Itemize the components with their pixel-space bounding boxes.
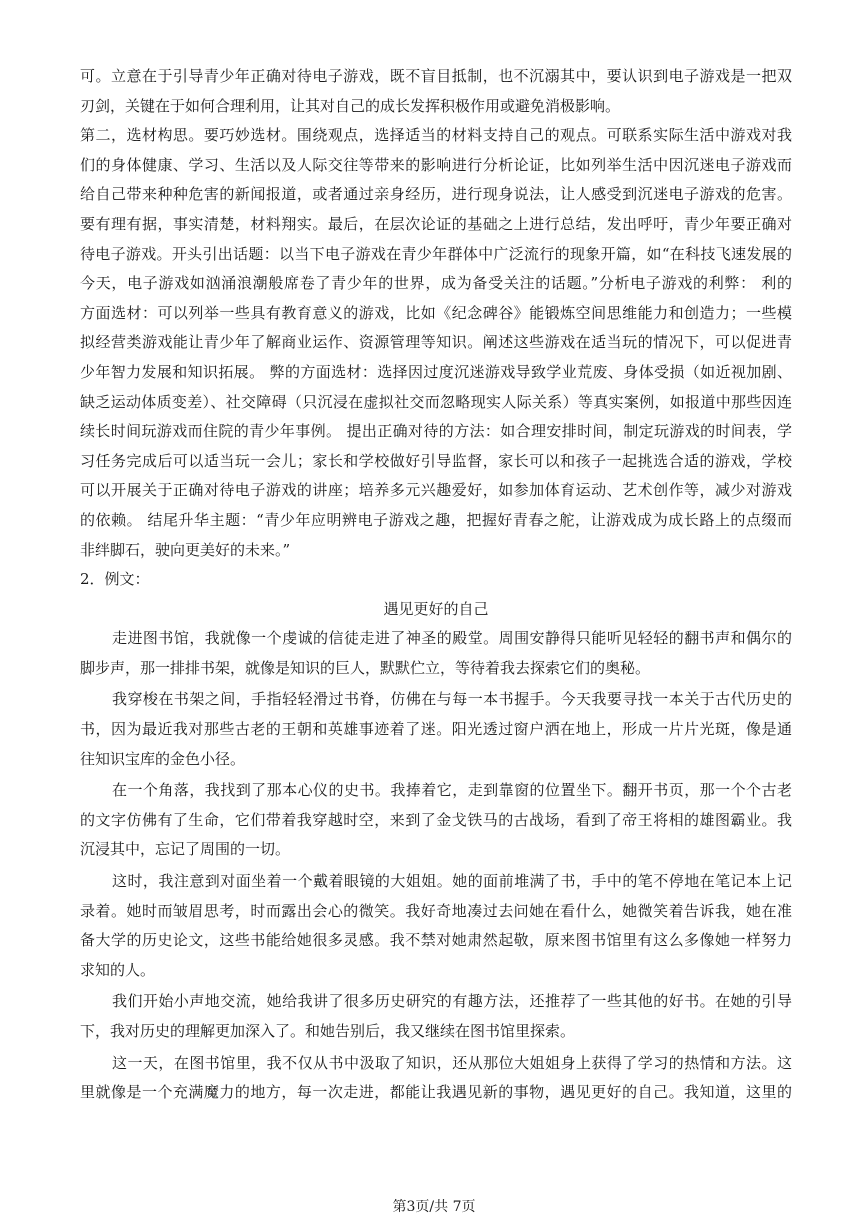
text-line: 的依赖。 结尾升华主题：“青少年应明辨电子游戏之趣，把握好青春之舵，让游戏成为成长路上的点缀而 — [80, 510, 792, 529]
text-line: 备大学的历史论文，这些书能给她很多灵感。我不禁对她肃然起敬，原来图书馆里有这么多像她一样努力 — [80, 931, 792, 950]
text-line: 书，因为最近我对那些古老的王朝和英雄事迹着了迷。阳光透过窗户洒在地上，形成一片片光斑，像是通 — [80, 720, 792, 739]
text-line: 非绊脚石，驶向更美好的未来。” — [80, 540, 291, 559]
text-line: 今天，电子游戏如汹涌浪潮般席卷了青少年的世界，成为备受关注的话题。”分析电子游戏的利弊： 利的 — [80, 274, 792, 293]
text-line: 习任务完成后可以适当玩一会儿；家长和学校做好引导监督，家长可以和孩子一起挑选合适的游戏，学校 — [80, 451, 792, 470]
analysis-intro — [80, 62, 792, 121]
text-line: 走进图书馆，我就像一个虔诚的信徒走进了神圣的殿堂。周围安静得只能听见轻轻的翻书声和偶尔的 — [112, 629, 792, 648]
document-page — [80, 62, 792, 1108]
text-line: 缺乏运动体质变差）、社交障碍（只沉浸在虚拟社交而忽略现实人际关系）等真实案例，如报道中那些因连 — [80, 392, 792, 411]
example-label: 2．例文： — [80, 570, 150, 589]
essay-paragraph — [80, 776, 792, 865]
text-line: 这一天，在图书馆里，我不仅从书中汲取了知识，还从那位大姐姐身上获得了学习的热情和方法。这 — [112, 1053, 792, 1072]
analysis-second-point — [80, 121, 792, 565]
text-line: 刃剑，关键在于如何合理利用，让其对自己的成长发挥积极作用或避免消极影响。 — [80, 96, 621, 115]
text-line: 我穿梭在书架之间，手指轻轻滑过书脊，仿佛在与每一本书握手。今天我要寻找一本关于古代历史的 — [112, 690, 792, 709]
text-line: 可以开展关于正确对待电子游戏的讲座；培养多元兴趣爱好，如参加体育运动、艺术创作等，减少对游戏 — [80, 481, 792, 500]
text-line: 可。立意在于引导青少年正确对待电子游戏，既不盲目抵制，也不沉溺其中，要认识到电子游戏是一把双 — [80, 67, 792, 85]
text-line: 录着。她时而皱眉思考，时而露出会心的微笑。我好奇地凑过去问她在看什么，她微笑着告诉我，她在准 — [80, 901, 792, 920]
text-line: 的文字仿佛有了生命，它们带着我穿越时空，来到了金戈铁马的古战场，看到了帝王将相的雄图霸业。我 — [80, 810, 792, 829]
text-line: 沉浸其中，忘记了周围的一切。 — [80, 840, 291, 859]
text-line: 在一个角落，我找到了那本心仪的史书。我捧着它，走到靠窗的位置坐下。翻开书页，那一个个古老 — [112, 781, 792, 800]
text-line: 续长时间玩游戏而住院的青少年事例。 提出正确对待的方法：如合理安排时间，制定玩游戏的时间表，学 — [80, 422, 792, 441]
text-line: 给自己带来种种危害的新闻报道，或者通过亲身经历，进行现身说法，让人感受到沉迷电子游戏的危害。 — [80, 185, 792, 204]
text-line: 里就像是一个充满魔力的地方，每一次走进，都能让我遇见新的事物，遇见更好的自己。我知道，这里的 — [80, 1083, 792, 1102]
text-line: 拟经营类游戏能让青少年了解商业运作、资源管理等知识。阐述这些游戏在适当玩的情况下，可以促进青 — [80, 333, 792, 352]
text-line: 待电子游戏。开头引出话题：以当下电子游戏在青少年群体中广泛流行的现象开篇，如“在科技飞速发展的 — [80, 244, 792, 263]
essay-paragraph — [80, 624, 792, 683]
essay-paragraph — [80, 1049, 792, 1108]
text-line: 方面选材：可以列举一些具有教育意义的游戏，比如《纪念碑谷》能锻炼空间思维能力和创造力；一些模 — [80, 303, 792, 322]
text-line: 我们开始小声地交流，她给我讲了很多历史研究的有趣方法，还推荐了一些其他的好书。在她的引导 — [112, 992, 792, 1011]
text-line: 求知的人。 — [80, 960, 156, 979]
text-line: 脚步声，那一排排书架，就像是知识的巨人，默默伫立，等待着我去探索它们的奥秘。 — [80, 658, 651, 677]
text-line: 要有理有据，事实清楚，材料翔实。最后，在层次论证的基础之上进行总结，发出呼吁，青少年要正确对 — [80, 214, 792, 233]
text-line: 往知识宝库的金色小径。 — [80, 749, 246, 768]
text-line: 下，我对历史的理解更加深入了。和她告别后，我又继续在图书馆里探索。 — [80, 1022, 576, 1040]
text-line: 这时，我注意到对面坐着一个戴着眼镜的大姐姐。她的面前堆满了书，手中的笔不停地在笔记本上记 — [112, 872, 792, 891]
essay-paragraph — [80, 867, 792, 985]
text-line: 少年智力发展和知识拓展。 弊的方面选材：选择因过度沉迷游戏导致学业荒废、身体受损（如近视加剧、 — [80, 362, 792, 381]
essay-title: 遇见更好的自己 — [383, 599, 489, 618]
text-line: 第二，选材构思。要巧妙选材。围绕观点，选择适当的材料支持自己的观点。可联系实际生活中游戏对我 — [80, 126, 792, 145]
text-line: 们的身体健康、学习、生活以及人际交往等带来的影响进行分析论证，比如列举生活中因沉迷电子游戏而 — [80, 155, 792, 174]
essay-paragraph — [80, 987, 792, 1046]
essay-paragraph — [80, 685, 792, 774]
page-number: 第3页/共 7页 — [392, 1199, 476, 1215]
